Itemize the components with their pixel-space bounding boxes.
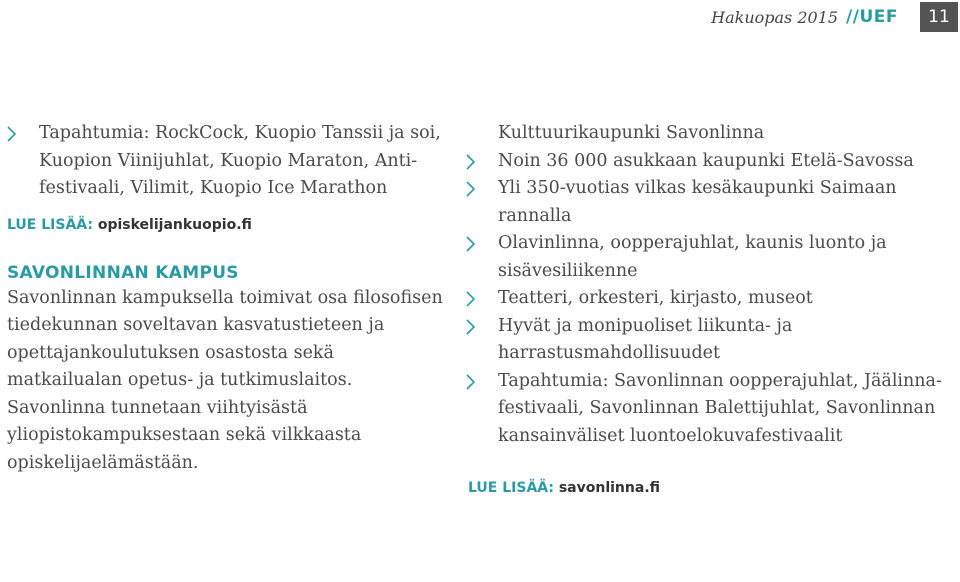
bullet-text: Teatteri, orkesteri, kirjasto, museot [498,288,813,308]
bullet-text: Tapahtumia: Savonlinnan oopperajuhlat, Jäälinna-festivaali, Savonlinnan Balettijuhlat, Savonlinnan kansainväliset luontoelokuvafestivaalit [498,370,942,446]
read-more-link[interactable]: savonlinna.fi [558,480,661,496]
list-item [466,285,946,313]
list-item [466,313,946,368]
read-more-label: LUE LISÄÄ: [7,216,93,233]
list-item [7,120,447,203]
header-title: Hakuopas 2015 [711,7,839,27]
page-header [711,0,960,34]
list-item [466,368,946,451]
read-more-link[interactable]: opiskelijankuopio.fi [97,216,252,233]
right-column [466,120,946,496]
left-column [7,120,447,477]
chevron-right-icon [466,368,480,396]
read-more [466,480,946,496]
bullet-text: Olavinlinna, oopperajuhlat, kaunis luonto ja sisävesiliikenne [498,233,887,281]
right-bullet-list [466,148,946,451]
bullet-text: Tapahtumia: RockCock, Kuopio Tanssii ja soi, Kuopion Viinijuhlat, Kuopio Maraton, Anti-festivaali, Vilimit, Kuopio Ice Marathon [39,123,441,198]
chevron-right-icon [466,175,480,203]
header-brand: //UEF [846,7,898,27]
chevron-right-icon [7,120,21,148]
campus-paragraph: Savonlinnan kampuksella toimivat osa filosofisen tiedekunnan soveltavan kasvatustieteen ja opettajankoulutuksen osastosta sekä matkailualan opetus- ja tutkimuslaitos. Savonlinna tunnetaan viihtyisästä yliopistokampuksestaan sekä vilkkaasta opiskelijaelämästään. [7,287,443,473]
page-number: 11 [920,2,958,32]
chevron-right-icon [466,313,480,341]
bullet-text: Noin 36 000 asukkaan kaupunki Etelä-Savossa [498,150,914,171]
chevron-right-icon [466,230,480,258]
chevron-right-icon [466,285,480,313]
list-item [466,230,946,285]
bullet-text: Yli 350-vuotias vilkas kesäkaupunki Saimaan rannalla [498,178,897,226]
list-item [466,148,946,176]
read-more-label: LUE LISÄÄ: [468,480,554,496]
chevron-right-icon [466,148,480,176]
read-more [7,217,447,233]
bullet-text: Hyvät ja monipuoliset liikunta- ja harrastusmahdollisuudet [498,315,793,363]
list-item [466,175,946,230]
right-intro: Kulttuurikaupunki Savonlinna [498,123,765,143]
section-title: SAVONLINNAN KAMPUS [7,262,239,283]
left-bullet-list [7,120,447,203]
